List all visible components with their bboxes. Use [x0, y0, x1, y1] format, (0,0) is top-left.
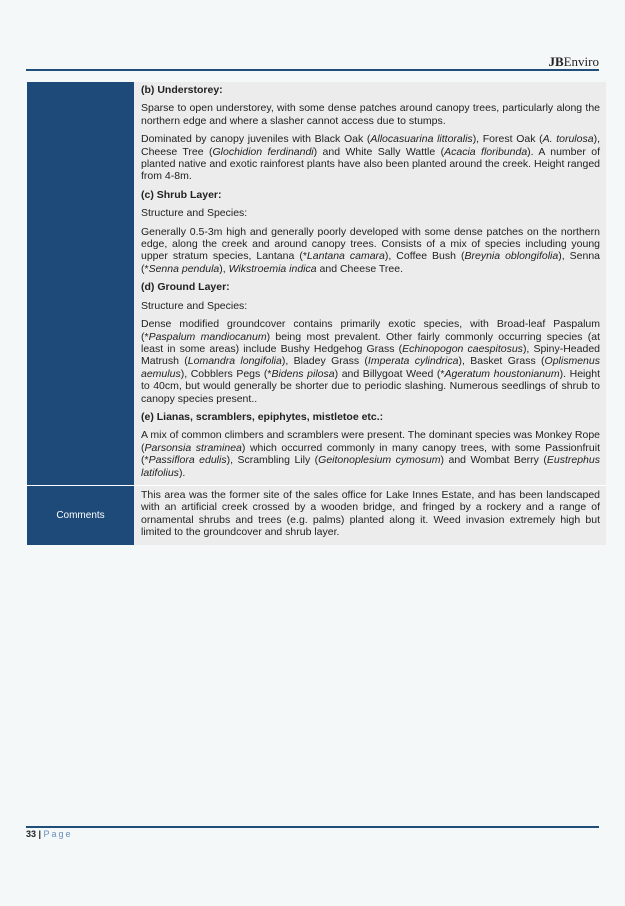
brand-logo [548, 54, 599, 70]
lianas-heading: (e) Lianas, scramblers, epiphytes, mistletoe etc.: [141, 410, 384, 423]
brand-logo-bold: JB [548, 54, 564, 69]
understorey-paragraph-2: Dominated by canopy juveniles with Black Oak (Allocasuarina littoralis), Forest Oak (A. torulosa), Cheese Tree (Glochidion ferdinandi) and White Sally Wattle (Acacia floribunda). A number of planted native and exotic rainforest plants have also been planted around the creek. Height ranged from 4-8m. [141, 133, 600, 183]
structure-row [27, 82, 606, 485]
structure-content-cell [134, 82, 606, 485]
vegetation-table [27, 82, 606, 545]
comments-row [27, 485, 606, 545]
shrub-subheading: Structure and Species: [141, 207, 248, 220]
understorey-heading: (b) Understorey: [141, 84, 223, 96]
page-footer [26, 829, 73, 839]
page-word: Page [43, 829, 73, 839]
comments-content [134, 486, 606, 545]
footer-rule [26, 826, 599, 828]
header-rule [26, 69, 599, 71]
ground-heading: (d) Ground Layer: [141, 281, 230, 294]
page-number: 33 [26, 829, 37, 839]
ground-paragraph: Dense modified groundcover contains primarily exotic species, with Broad-leaf Paspalum (*Paspalum mandiocanum) being most prevalent. Other fairly commonly occurring species (at least in some areas) include Bushy Hedgehog Grass (Echinopogon caespitosus), Spiny-Headed Matrush (Lomandra longifolia), Bladey Grass (Imperata cylindrica), Basket Grass (Oplismenus aemulus), Cobblers Pegs (*Bidens pilosa) and Billygoat Weed (*Ageratum houstonianum). Height to 40cm, but would generally be shorter due to periodic slashing. Numerous seedlings of shrub to canopy species present.. [141, 318, 601, 405]
page-separator: | [36, 829, 44, 839]
comments-text: This area was the former site of the sales office for Lake Innes Estate, and has been landscaped with an artificial creek crossed by a wooden bridge, and fringed by a rockery and a range of ornamental shrubs and trees (e.g. palms) planted along it. Weed invasion extremely high but limited to the groundcover and shrub layer. [141, 488, 600, 539]
shrub-paragraph: Generally 0.5-3m high and generally poorly developed with some dense patches on the northern edge, along the creek and around canopy trees. Consists of a mix of species including young upper stratum species, Lantana (*Lantana camara), Coffee Bush (Breynia oblongifolia), Senna (*Senna pendula), Wikstroemia indica and Cheese Tree. [141, 225, 600, 275]
comments-label: Comments [27, 486, 134, 545]
shrub-heading: (c) Shrub Layer: [141, 188, 222, 201]
lianas-paragraph: A mix of common climbers and scramblers were present. The dominant species was Monkey Rope (Parsonsia straminea) which occurred commonly in many canopy trees, with some Passionfruit (*Passiflora edulis), Scrambling Lily (Geitonoplesium cymosum) and Wombat Berry (Eustrephus latifolius). [141, 429, 600, 479]
understorey-paragraph-1: Sparse to open understorey, with some dense patches around canopy trees, particularly along the northern edge and where a slasher cannot access due to stumps. [141, 102, 600, 127]
structure-side-cell [27, 82, 134, 485]
brand-logo-rest: Enviro [563, 54, 599, 69]
ground-subheading: Structure and Species: [141, 299, 248, 312]
